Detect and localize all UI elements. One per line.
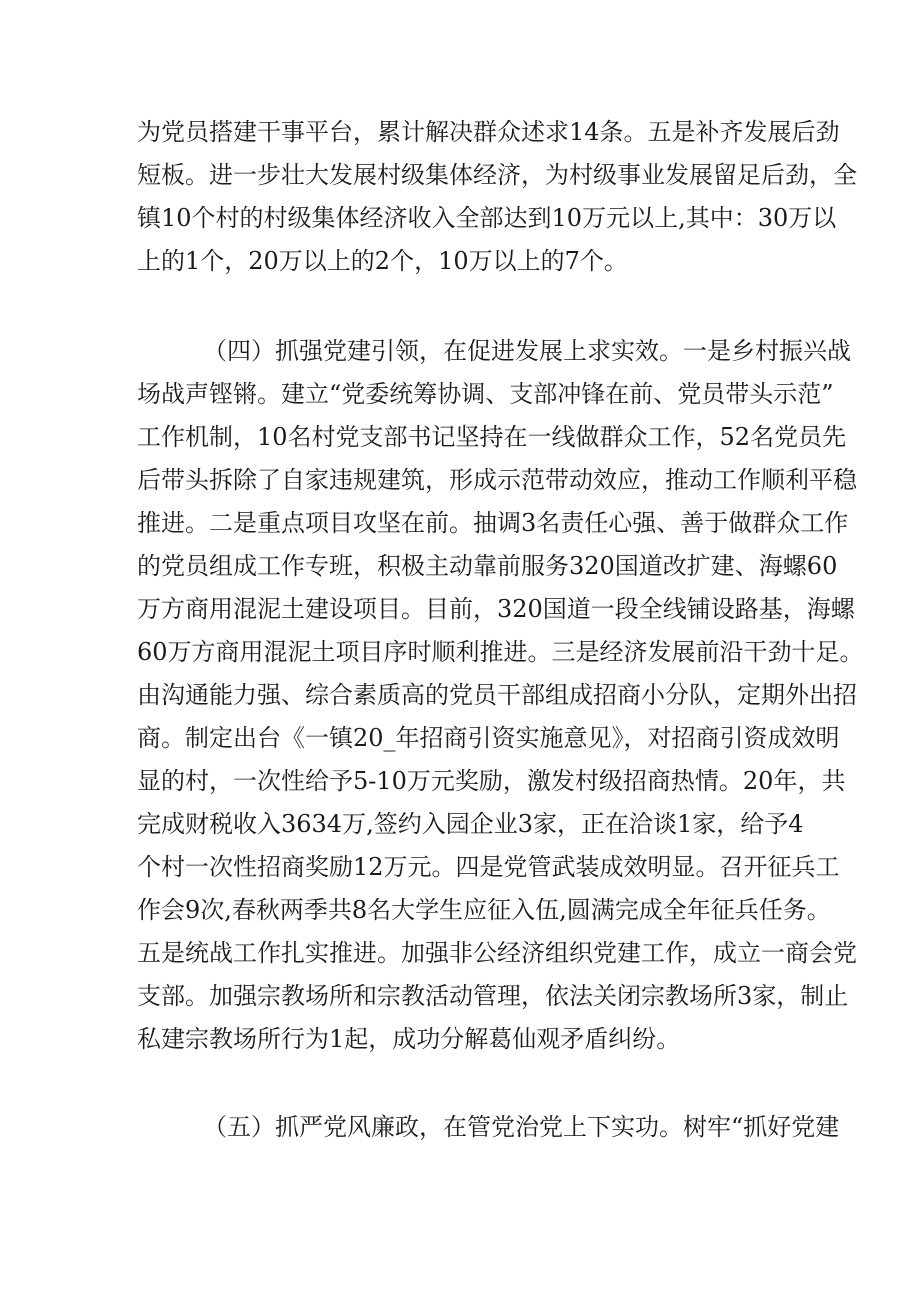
text-line: 完成财税收入3634万,签约入园企业3家，正在洽谈1家，给予4	[137, 810, 804, 838]
text-line: 工作机制，10名村党支部书记坚持在一线做群众工作，52名党员先	[137, 423, 847, 451]
text-line: 由沟通能力强、综合素质高的党员干部组成招商小分队，定期外出招	[137, 681, 857, 709]
text-line: 个村一次性招商奖励12万元。四是党管武装成效明显。召开征兵工	[137, 853, 840, 881]
text-line: 私建宗教场所行为1起，成功分解葛仙观矛盾纠纷。	[137, 1025, 681, 1053]
text-line: 五是统战工作扎实推进。加强非公经济组织党建工作，成立一商会党	[137, 939, 857, 967]
text-line: 上的1个，20万以上的2个，10万以上的7个。	[137, 247, 628, 275]
text-line: 为党员搭建干事平台，累计解决群众述求14条。五是补齐发展后劲	[137, 118, 840, 146]
text-line: 的党员组成工作专班，积极主动靠前服务320国道改扩建、海螺60	[137, 552, 838, 580]
text-line: 作会9次,春秋两季共8名大学生应征入伍,圆满完成全年征兵任务。	[137, 896, 831, 924]
text-line: 显的村，一次性给予5-10万元奖励，激发村级招商热情。20年，共	[137, 767, 846, 795]
text-line: 后带头拆除了自家违规建筑，形成示范带动效应，推动工作顺利平稳	[137, 466, 857, 494]
text-line: （五）抓严党风廉政，在管党治党上下实功。树牢“抓好党建	[203, 1113, 840, 1141]
text-line: 60万方商用混泥土项目序时顺利推进。三是经济发展前沿干劲十足。	[137, 638, 864, 666]
text-line: 镇10个村的村级集体经济收入全部达到10万元以上,其中：30万以	[137, 204, 837, 232]
text-line: 支部。加强宗教场所和宗教活动管理，依法关闭宗教场所3家，制止	[137, 982, 849, 1010]
text-line: 万方商用混泥土建设项目。目前，320国道一段全线铺设路基，海螺	[137, 595, 855, 623]
text-line: （四）抓强党建引领，在促进发展上求实效。一是乡村振兴战	[203, 337, 851, 365]
text-line: 推进。二是重点项目攻坚在前。抽调3名责任心强、善于做群众工作	[137, 509, 849, 537]
text-line: 商。制定出台《一镇20_年招商引资实施意见》，对招商引资成效明	[137, 724, 840, 752]
text-line: 场战声铿锵。建立“党委统筹协调、支部冲锋在前、党员带头示范”	[137, 380, 834, 408]
text-line: 短板。进一步壮大发展村级集体经济，为村级事业发展留足后劲，全	[137, 161, 857, 189]
